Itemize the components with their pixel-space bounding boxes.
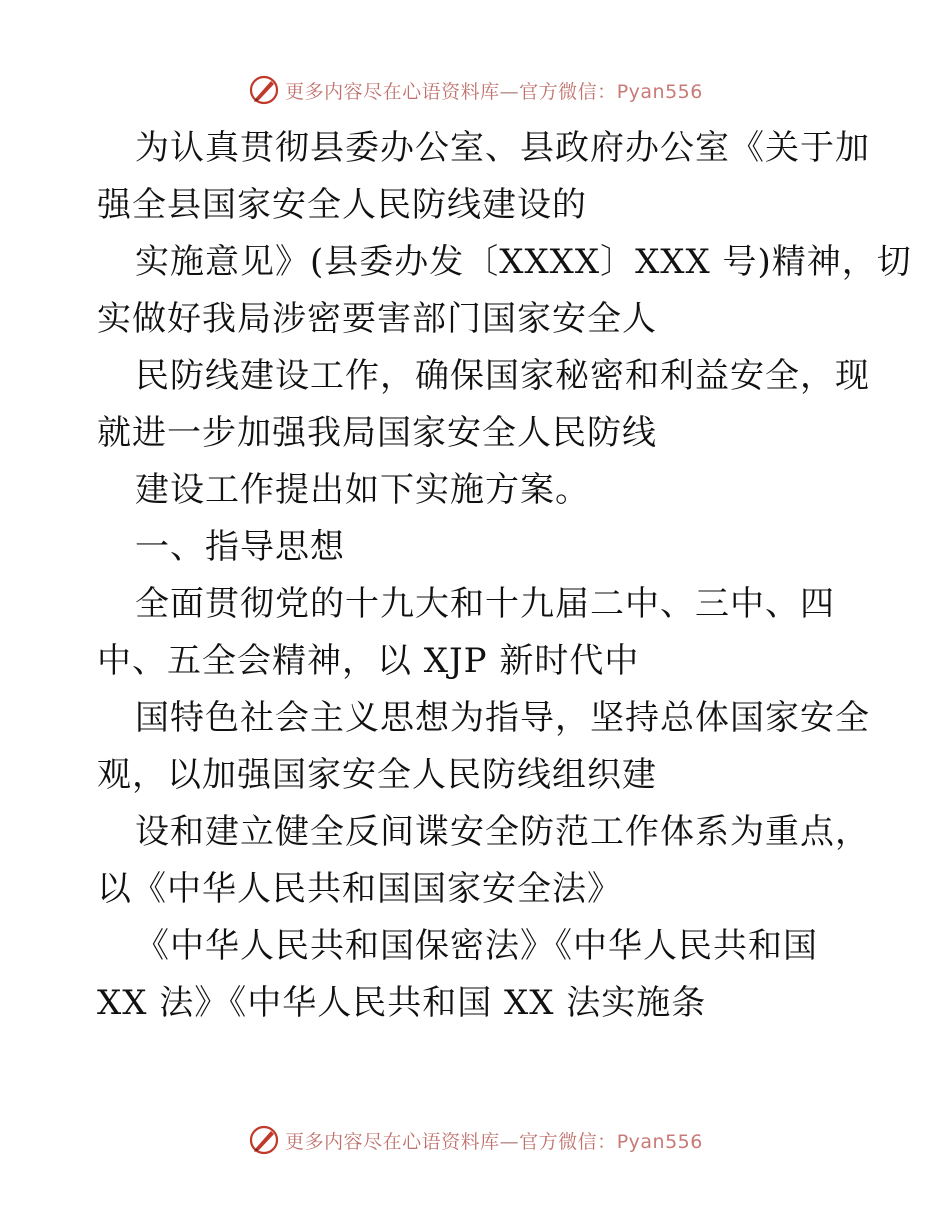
text-line: 实做好我局涉密要害部门国家安全人 — [97, 299, 657, 339]
text-line: 国特色社会主义思想为指导，坚持总体国家安全 — [135, 698, 870, 738]
header-watermark — [0, 72, 950, 108]
footer-watermark — [0, 1122, 950, 1158]
text-line: 以《中华人民共和国国家安全法》 — [97, 869, 622, 909]
watermark-text: 更多内容尽在心语资料库—官方微信：Pyan556 — [285, 80, 703, 103]
text-line: 民防线建设工作，确保国家秘密和利益安全，现 — [135, 356, 870, 396]
text-line: 观，以加强国家安全人民防线组织建 — [97, 755, 657, 795]
text-line: 中、五全会精神，以 XJP 新时代中 — [97, 641, 640, 681]
text-line: XX 法》《中华人民共和国 XX 法实施条 — [97, 983, 707, 1023]
text-line: 全面贯彻党的十九大和十九届二中、三中、四 — [135, 584, 835, 624]
text-line: 为认真贯彻县委办公室、县政府办公室《关于加 — [135, 128, 870, 168]
watermark-text: 更多内容尽在心语资料库—官方微信：Pyan556 — [285, 1130, 703, 1153]
text-line: 强全县国家安全人民防线建设的 — [97, 185, 587, 225]
text-line: 《中华人民共和国保密法》《中华人民共和国 — [135, 926, 818, 966]
quill-logo-icon — [247, 1123, 281, 1157]
section-heading: 一、指导思想 — [135, 527, 345, 567]
quill-logo-icon — [247, 73, 281, 107]
text-line: 实施意见》(县委办发〔XXXX〕XXX 号)精神，切 — [135, 242, 912, 282]
text-line: 建设工作提出如下实施方案。 — [135, 470, 590, 510]
text-line: 设和建立健全反间谍安全防范工作体系为重点， — [135, 812, 870, 852]
text-line: 就进一步加强我局国家安全人民防线 — [97, 413, 657, 453]
